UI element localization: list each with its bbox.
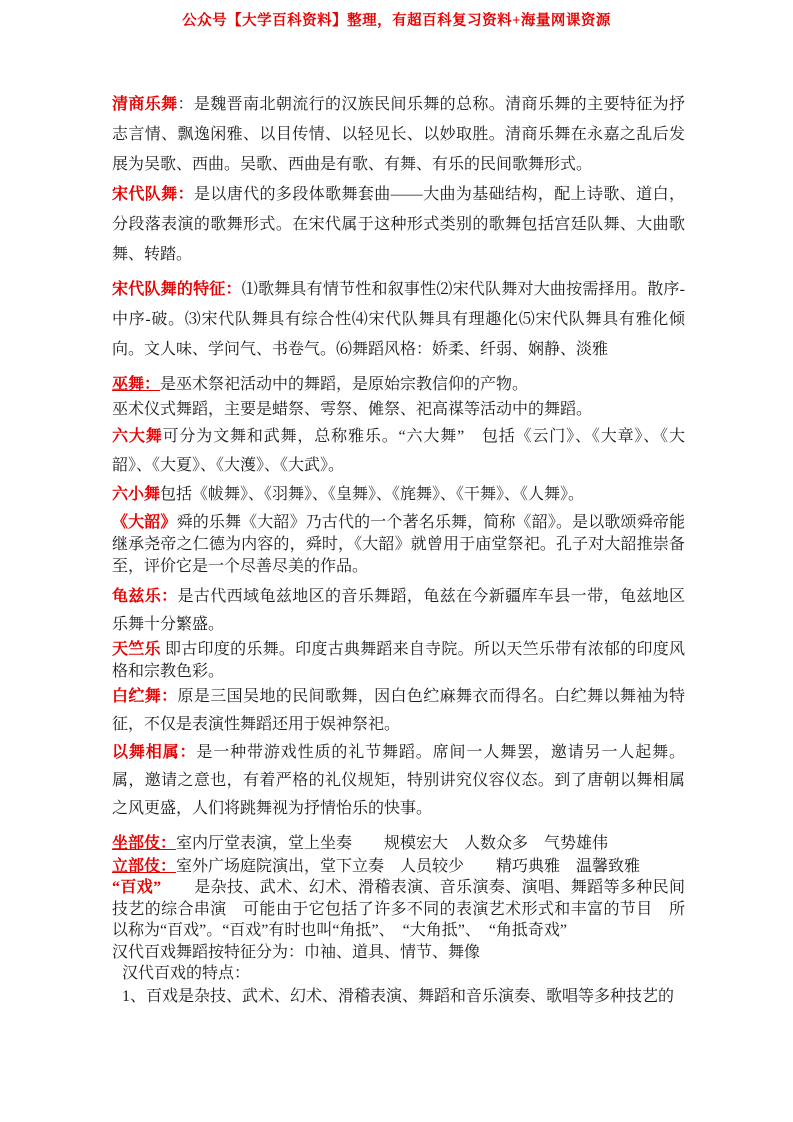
definition-paragraph <box>112 397 685 422</box>
definition-text: 室内厅堂表演，堂上坐奏 规模宏大 人数众多 气势雄伟 <box>176 835 609 852</box>
definition-term: 以舞相属： <box>112 744 197 761</box>
definition-paragraph <box>112 856 685 878</box>
definition-term: 坐部伎： <box>112 835 177 852</box>
definition-paragraph <box>112 512 685 578</box>
definition-term: 宋代队舞： <box>112 186 194 203</box>
definition-term: “百戏” <box>112 879 162 896</box>
definition-paragraph <box>112 739 685 823</box>
definition-paragraph <box>112 180 685 270</box>
definition-term: 清商乐舞 <box>112 96 178 113</box>
definition-term: 龟兹乐： <box>112 588 178 605</box>
definition-paragraph <box>112 683 685 739</box>
definition-text: ：是魏晋南北朝流行的汉族民间乐舞的总称。清商乐舞的主要特征为抒志言情、飘逸闲雅、以目传情、以轻见长、以妙取胜。清商乐舞在永嘉之乱后发展为吴歌、西曲。吴歌、西曲是有歌、有舞、有乐的民间歌舞形式。 <box>112 96 685 173</box>
definition-text: 即古印度的乐舞。印度古典舞蹈来自寺院。所以天竺乐带有浓郁的印度风格和宗教色彩。 <box>112 641 685 680</box>
definition-paragraph <box>112 986 685 1008</box>
definition-paragraph <box>112 583 685 639</box>
definition-text: 舜的乐舞《大韶》乃古代的一个著名乐舞，简称《韶》。是以歌颂舜帝能继承尧帝之仁德为内容的，舜时，《大韶》就曾用于庙堂祭祀。孔子对大韶推崇备至，评价它是一个尽善尽美的作品。 <box>112 514 685 575</box>
definition-text: ⑴歌舞具有情节性和叙事性⑵宋代队舞对大曲按需择用。散序-中序-破。⑶宋代队舞具有综合性⑷宋代队舞具有理趣化⑸宋代队舞具有雅化倾向。文人味、学问气、书卷气。⑹舞蹈风格：娇柔、纤弱、娴静、淡雅 <box>112 281 685 358</box>
definition-paragraph <box>112 90 685 180</box>
definition-term: 巫舞： <box>112 376 161 393</box>
definition-text: 包括《帗舞》、《羽舞》、《皇舞》、《旄舞》、《干舞》、《人舞》。 <box>160 486 585 503</box>
definition-text: 室外广场庭院演出，堂下立奏 人员较少 精巧典雅 温馨致雅 <box>176 857 641 875</box>
definition-paragraph <box>112 480 685 509</box>
definition-paragraph <box>112 275 685 365</box>
definition-text: 可分为文舞和武舞，总称雅乐。“六大舞” 包括《云门》、《大章》、《大韶》、《大夏》、《大濩》、《大武》。 <box>112 428 685 474</box>
definition-term: 天竺乐 <box>112 641 161 658</box>
definition-text: 巫术仪式舞蹈，主要是蜡祭、雩祭、傩祭、祀高禖等活动中的舞蹈。 <box>112 401 593 418</box>
definition-term: 宋代队舞的特征： <box>112 281 242 298</box>
definition-paragraph <box>112 833 685 855</box>
document-body <box>0 90 793 1007</box>
definition-term: 六大舞 <box>112 428 163 445</box>
definition-text: 是一种带游戏性质的礼节舞蹈。席间一人舞罢，邀请另一人起舞。属，邀请之意也，有着严格的礼仪规矩，特别讲究仪容仪态。到了唐朝以舞相属之风更盛，人们将跳舞视为抒情怡乐的快事。 <box>112 744 685 817</box>
definition-paragraph <box>112 639 685 683</box>
definition-paragraph <box>112 942 685 964</box>
definition-text: 是杂技、武术、幻术、滑稽表演、音乐演奏、演唱、舞蹈等多种民间技艺的综合串演 可能由于它包括了许多不同的表演艺术形式和丰富的节目 所以称为“百戏”。“百戏”有时也叫“角抵”、 “大角抵”、 “角抵奇戏” <box>112 879 685 939</box>
definition-text: 是巫术祭祀活动中的舞蹈，是原始宗教信仰的产物。 <box>160 376 529 393</box>
definition-text: 是以唐代的多段体歌舞套曲——大曲为基础结构，配上诗歌、道白，分段落表演的歌舞形式。在宋代属于这种形式类别的歌舞包括宫廷队舞、大曲歌舞、转踏。 <box>112 186 685 263</box>
definition-term: 白纻舞： <box>112 688 178 705</box>
definition-term: 立部伎： <box>112 857 177 875</box>
definition-paragraph <box>112 422 685 480</box>
definition-paragraph <box>112 372 685 397</box>
page-header <box>0 0 793 30</box>
definition-term: 六小舞 <box>112 486 161 503</box>
definition-paragraph <box>112 877 685 942</box>
definition-term: 《大韶》 <box>112 514 177 531</box>
definition-text: 汉代百戏的特点： <box>122 965 251 982</box>
definition-paragraph <box>112 963 685 985</box>
header-text: 公众号【大学百科资料】整理，有超百科复习资料+海量网课资源 <box>182 13 611 29</box>
definition-text: 是古代西域龟兹地区的音乐舞蹈，龟兹在今新疆库车县一带，龟兹地区乐舞十分繁盛。 <box>112 588 685 633</box>
definition-text: 1、百戏是杂技、武术、幻术、滑稽表演、舞蹈和音乐演奏、歌唱等多种技艺的 <box>122 987 675 1005</box>
definition-text: 原是三国吴地的民间歌舞，因白色纻麻舞衣而得名。白纻舞以舞袖为特征，不仅是表演性舞蹈还用于娱神祭祀。 <box>112 688 685 733</box>
definition-text: 汉代百戏舞蹈按特征分为：巾袖、道具、情节、舞像 <box>112 943 481 961</box>
